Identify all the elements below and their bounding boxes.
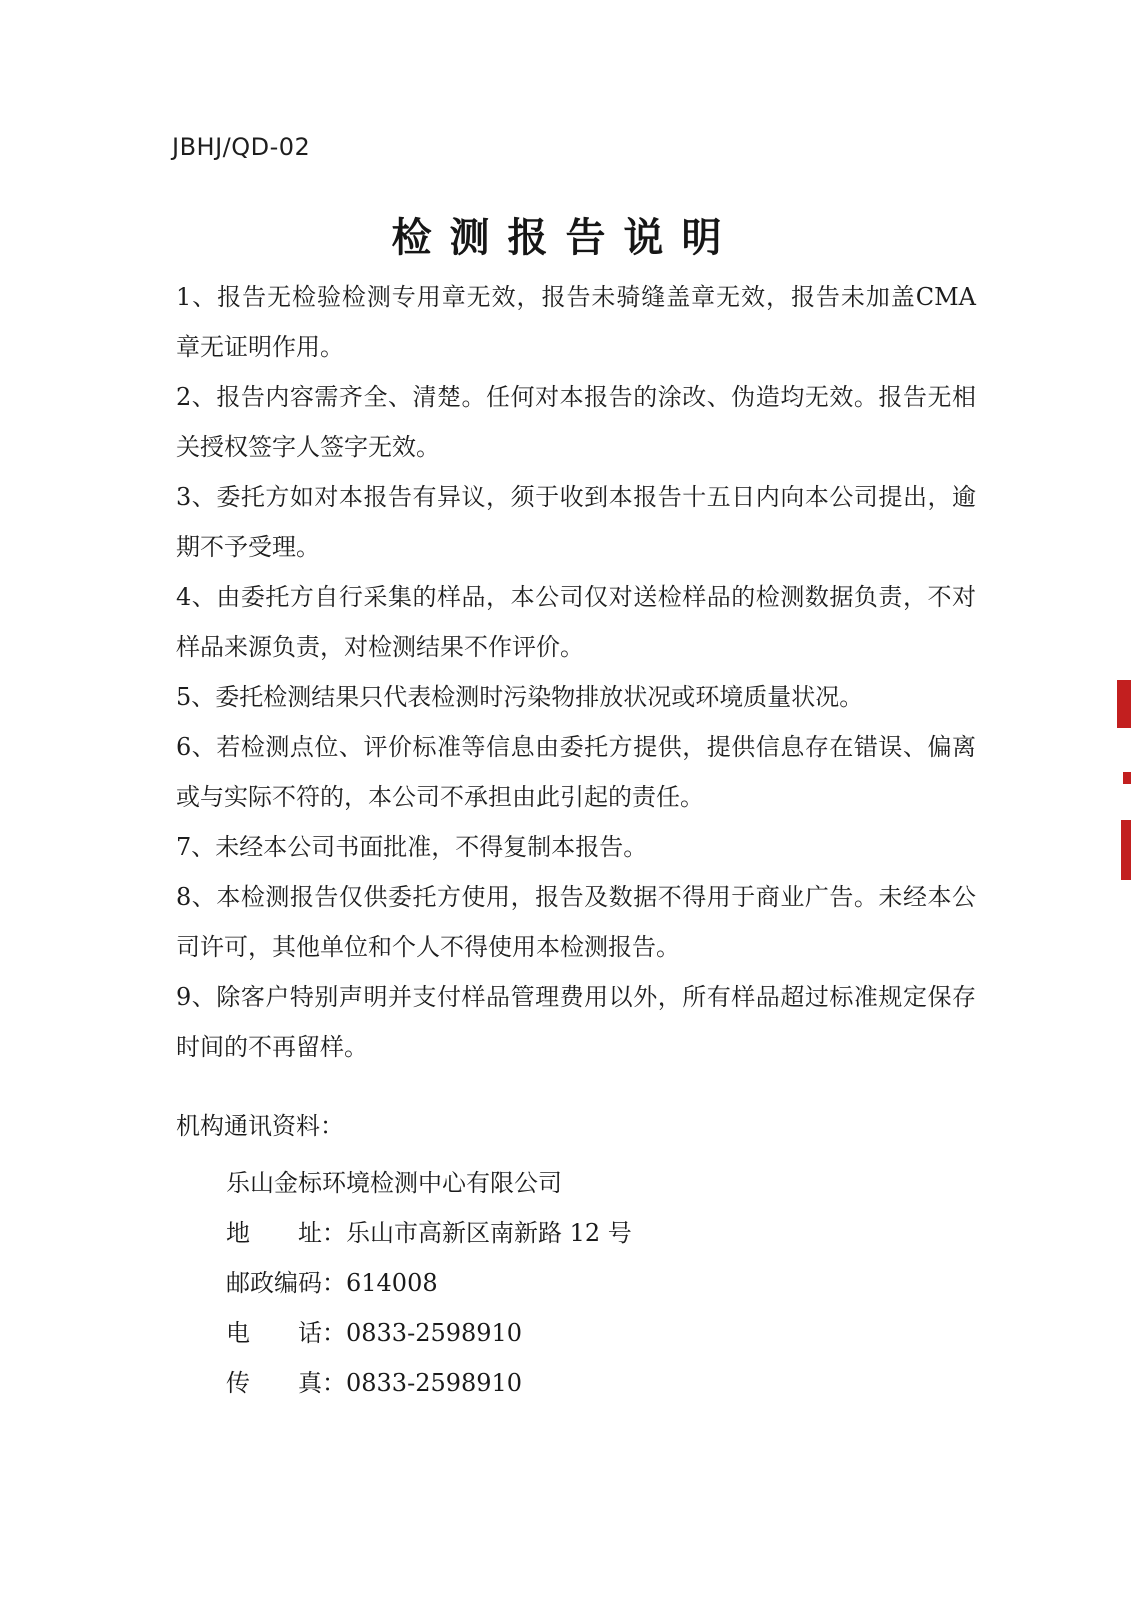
phone-row [176, 1308, 896, 1358]
address-value: 乐山市高新区南新路 12 号 [346, 1219, 632, 1247]
seal-edge-mark [1121, 820, 1131, 880]
notes-list [176, 272, 976, 1072]
phone-value: 0833-2598910 [346, 1319, 523, 1347]
fax-separator: ： [322, 1369, 346, 1397]
seal-edge-mark [1117, 680, 1131, 728]
document-title: 检测报告说明 [391, 215, 740, 261]
note-item: 2、报告内容需齐全、清楚。任何对本报告的涂改、伪造均无效。报告无相关授权签字人签字无效。 [176, 383, 976, 461]
address-row [176, 1208, 896, 1258]
company-name-row [176, 1158, 896, 1208]
postcode-row [176, 1258, 896, 1308]
postcode-value: 614008 [346, 1269, 438, 1297]
note-item: 6、若检测点位、评价标准等信息由委托方提供，提供信息存在错误、偏离或与实际不符的，本公司不承担由此引起的责任。 [176, 733, 976, 811]
address-label: 地 址 [226, 1219, 322, 1247]
note-item: 3、委托方如对本报告有异议，须于收到本报告十五日内向本公司提出，逾期不予受理。 [176, 483, 976, 561]
note-item: 5、委托检测结果只代表检测时污染物排放状况或环境质量状况。 [176, 683, 864, 711]
note-item: 8、本检测报告仅供委托方使用，报告及数据不得用于商业广告。未经本公司许可，其他单位和个人不得使用本检测报告。 [176, 883, 976, 961]
postcode-label: 邮政编码 [226, 1269, 322, 1297]
phone-separator: ： [322, 1319, 346, 1347]
fax-row [176, 1358, 896, 1408]
note-item: 1、报告无检验检测专用章无效，报告未骑缝盖章无效，报告未加盖CMA 章无证明作用。 [176, 283, 976, 361]
contact-heading: 机构通讯资料： [176, 1112, 344, 1140]
seal-edge-mark [1123, 772, 1131, 784]
fax-label: 传 真 [226, 1369, 322, 1397]
note-item: 7、未经本公司书面批准，不得复制本报告。 [176, 833, 648, 861]
document-code: JBHJ/QD-02 [172, 133, 311, 161]
note-item: 9、除客户特别声明并支付样品管理费用以外，所有样品超过标准规定保存时间的不再留样。 [176, 983, 976, 1061]
address-separator: ： [322, 1219, 346, 1247]
contact-section [176, 1106, 896, 1408]
note-item: 4、由委托方自行采集的样品，本公司仅对送检样品的检测数据负责，不对样品来源负责，对检测结果不作评价。 [176, 583, 976, 661]
fax-value: 0833-2598910 [346, 1369, 523, 1397]
phone-label: 电 话 [226, 1319, 322, 1347]
company-name: 乐山金标环境检测中心有限公司 [226, 1169, 562, 1197]
postcode-separator: ： [322, 1269, 346, 1297]
